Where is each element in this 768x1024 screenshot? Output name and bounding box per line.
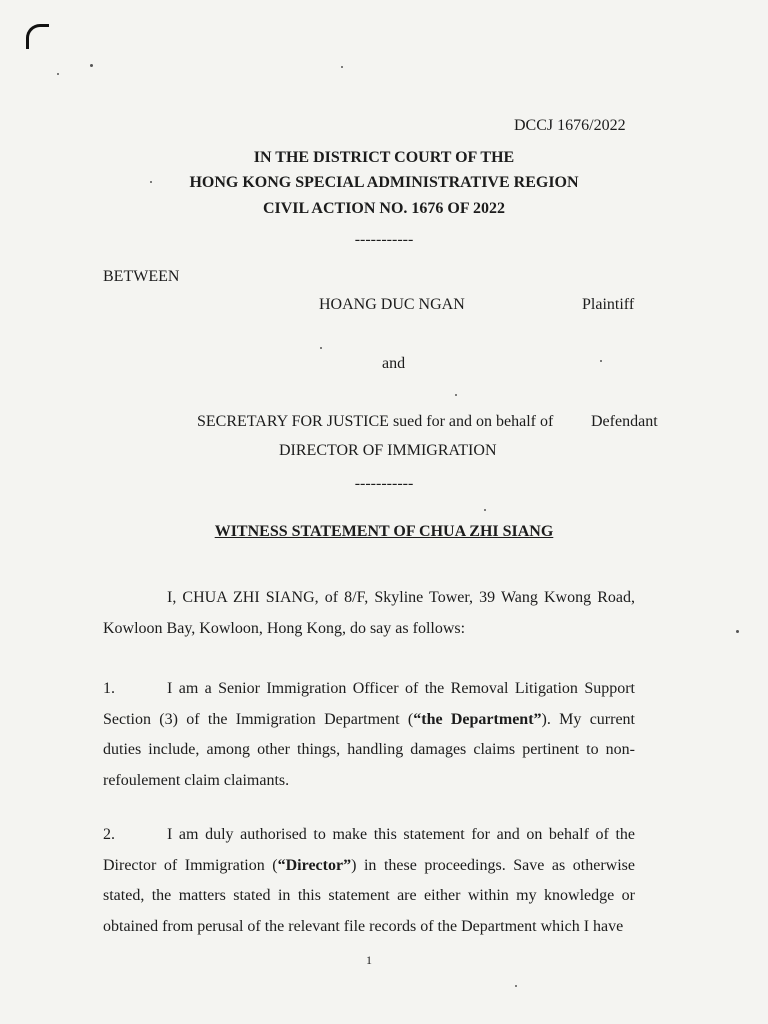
defendant-role: Defendant [591,413,658,430]
defendant-name-line2: DIRECTOR OF IMMIGRATION [279,442,497,459]
scan-mark [26,24,49,49]
separator-top: ----------- [354,231,414,248]
plaintiff-name: HOANG DUC NGAN [319,296,465,313]
paragraph-2-bold: “Director” [277,856,352,874]
paragraph-2-text-b: ) in these proceedings. Save as otherwise stated, the matters stated in this statement are either within my knowledge or obtained from perusal of the relevant file records of the Department which I have [103,856,635,935]
paragraph-2 [103,820,635,942]
paragraph-1-bold: “the Department” [413,710,542,728]
paragraph-1 [103,674,635,796]
scan-speck [515,985,517,987]
plaintiff-role: Plaintiff [582,296,635,313]
scan-speck [455,394,457,396]
paragraph-2-number: 2. [103,826,115,843]
court-heading-line2: HONG KONG SPECIAL ADMINISTRATIVE REGION [189,174,579,191]
scan-speck [90,64,93,67]
scan-speck [341,66,343,68]
defendant-name-line1: SECRETARY FOR JUSTICE sued for and on behalf of [197,413,554,430]
page-number: 1 [366,953,372,967]
intro-paragraph: I, CHUA ZHI SIANG, of 8/F, Skyline Tower, 39 Wang Kwong Road, Kowloon Bay, Kowloon, Hong Kong, do say as follows: [103,589,635,637]
paragraph-2-text-a: I am duly authorised to make this statement for and on behalf of the Director of Immigration ( [103,826,635,874]
scan-speck [600,360,602,362]
scan-speck [484,509,486,511]
scan-speck [320,347,322,349]
paragraph-1-number: 1. [103,680,115,697]
scan-speck [736,630,739,633]
court-heading-line1: IN THE DISTRICT COURT OF THE [253,149,515,166]
paragraph-1-text-b: ). My current duties include, among other things, handling damages claims pertinent to non-refoulement claim claimants. [103,710,635,789]
court-heading-line3: CIVIL ACTION NO. 1676 OF 2022 [262,200,506,217]
scan-speck [150,181,152,183]
between-label: BETWEEN [103,268,180,285]
and-label: and [382,355,406,372]
paragraph-1-text-a: I am a Senior Immigration Officer of the Removal Litigation Support Section (3) of the Immigration Department ( [103,680,635,728]
separator-bottom: ----------- [354,475,414,492]
case-reference: DCCJ 1676/2022 [514,117,626,134]
statement-title: WITNESS STATEMENT OF CHUA ZHI SIANG [214,523,554,540]
scan-speck [57,73,59,75]
